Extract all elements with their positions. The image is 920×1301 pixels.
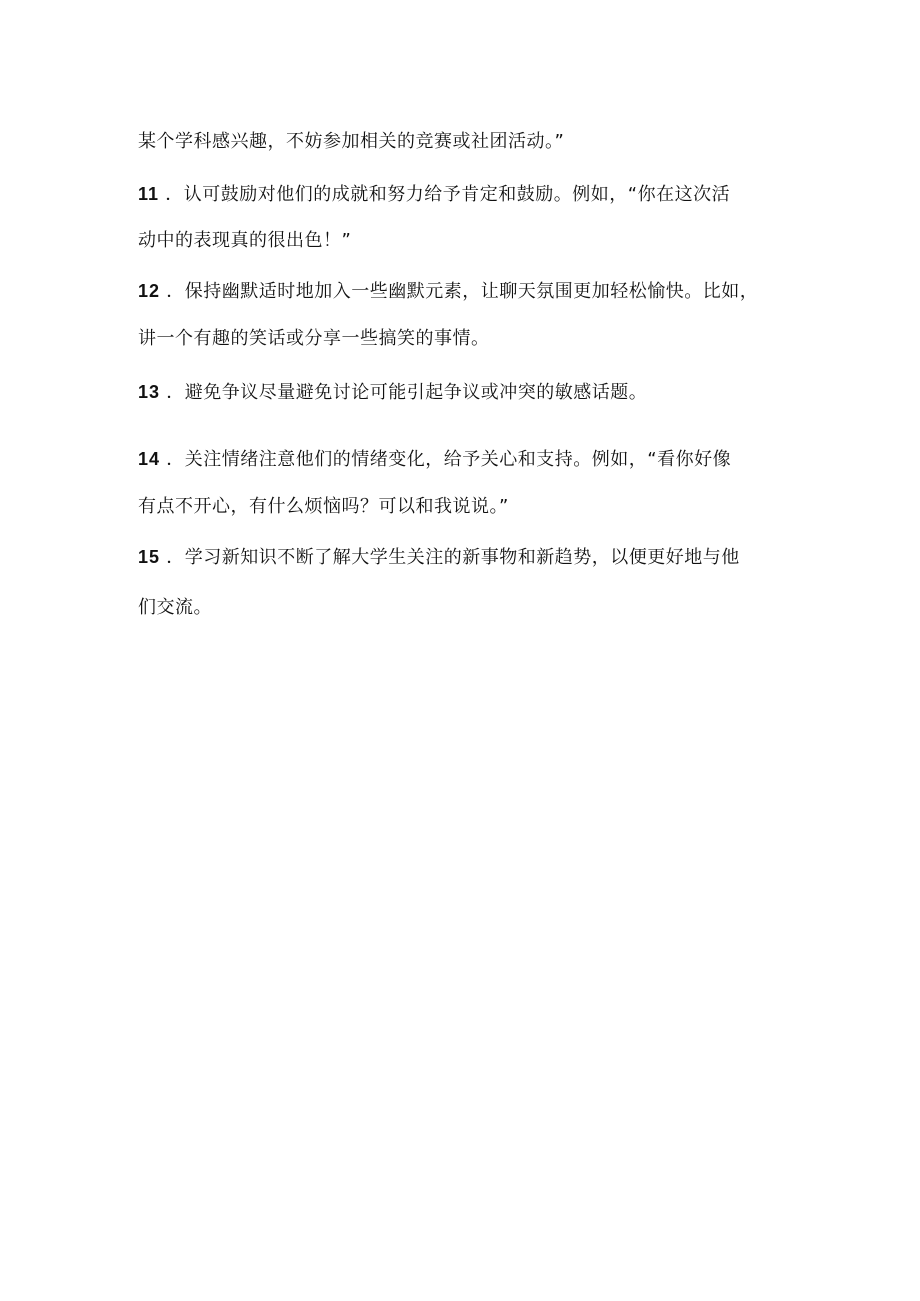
paragraph-text: 讲一个有趣的笑话或分享一些搞笑的事情。 [138, 328, 490, 349]
paragraph-text: ．保持幽默适时地加入一些幽默元素，让聊天氛围更加轻松愉快。比如， [160, 281, 759, 302]
paragraph-12-line-1 [138, 279, 798, 304]
paragraph-10-line-2 [138, 130, 798, 154]
paragraph-14-line-2 [138, 495, 798, 519]
paragraph-text: 某个学科感兴趣，不妨参加相关的竞赛或社团活动。” [138, 131, 565, 152]
paragraph-text: 们交流。 [138, 597, 212, 618]
paragraph-text: ．学习新知识不断了解大学生关注的新事物和新趋势，以便更好地与他 [160, 547, 740, 568]
paragraph-14-line-1 [138, 447, 798, 472]
paragraph-11-line-1 [138, 182, 798, 207]
paragraph-15-line-1 [138, 545, 798, 570]
list-number: 12 [138, 281, 161, 301]
paragraph-11-line-2 [138, 229, 798, 253]
paragraph-15-line-2 [138, 596, 798, 620]
paragraph-12-line-2 [138, 327, 798, 351]
paragraph-text: ．避免争议尽量避免讨论可能引起争议或冲突的敏感话题。 [160, 382, 648, 403]
list-number: 15 [138, 547, 161, 567]
paragraph-text: 有点不开心，有什么烦恼吗？可以和我说说。” [138, 496, 509, 517]
paragraph-text: ．关注情绪注意他们的情绪变化，给予关心和支持。例如，“看你好像 [160, 449, 732, 470]
list-number: 13 [138, 382, 161, 402]
paragraph-13-line-1 [138, 380, 798, 405]
paragraph-text: ．认可鼓励对他们的成就和努力给予肯定和鼓励。例如，“你在这次活 [159, 184, 731, 205]
paragraph-text: 动中的表现真的很出色！” [138, 230, 352, 251]
list-number: 11 [138, 184, 160, 204]
list-number: 14 [138, 449, 161, 469]
